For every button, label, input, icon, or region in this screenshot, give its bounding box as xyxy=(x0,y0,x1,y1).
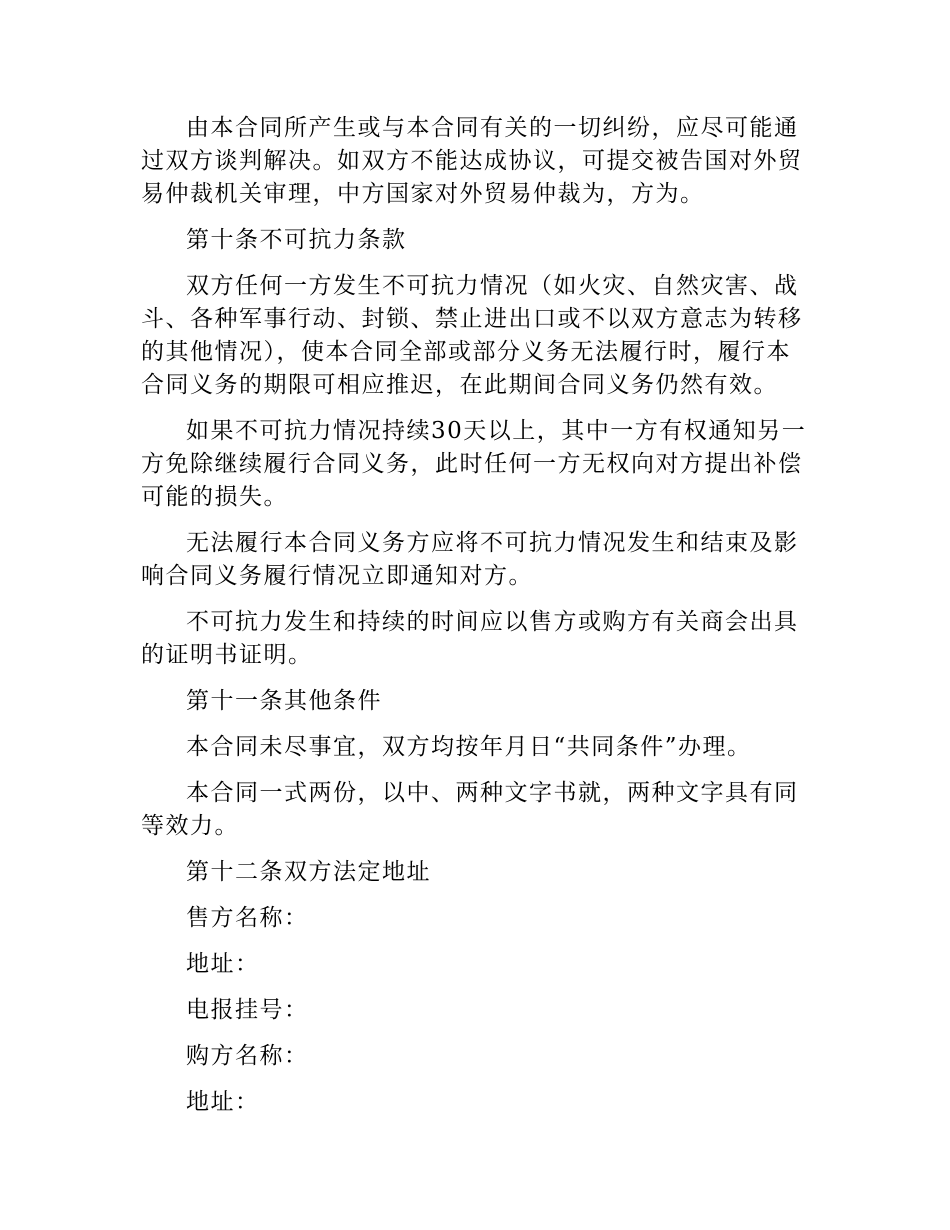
seller-name-field: 售方名称： xyxy=(186,905,309,931)
document-page xyxy=(141,112,813,1132)
general-conditions-paragraph: 本合同未尽事宜，双方均按年月日“共同条件”办理。 xyxy=(186,734,752,760)
article-12-heading: 第十二条双方法定地址 xyxy=(186,859,431,885)
force-majeure-paragraph: 双方任何一方发生不可抗力情况（如火灾、自然灾害、战斗、各种军事行动、封锁、禁止进出口或不以双方意志为转移的其他情况），使本合同全部或部分义务无法履行时，履行本合同义务的期限可相应推迟，在此期间合同义务仍然有效。 xyxy=(141,273,803,398)
dispute-resolution-paragraph: 由本合同所产生或与本合同有关的一切纠纷，应尽可能通过双方谈判解决。如双方不能达成协议，可提交被告国对外贸易仲裁机关审理，中方国家对外贸易仲裁为，方为。 xyxy=(141,115,803,207)
copies-paragraph: 本合同一式两份，以中、两种文字书就，两种文字具有同等效力。 xyxy=(141,780,799,839)
buyer-address-field: 地址： xyxy=(186,1089,260,1115)
force-majeure-certificate-paragraph: 不可抗力发生和持续的时间应以售方或购方有关商会出具的证明书证明。 xyxy=(141,609,799,668)
telegraph-address-field: 电报挂号： xyxy=(186,997,309,1023)
article-11-heading: 第十一条其他条件 xyxy=(186,688,382,714)
seller-address-field: 地址： xyxy=(186,951,260,977)
force-majeure-notice-paragraph: 无法履行本合同义务方应将不可抗力情况发生和结束及影响合同义务履行情况立即通知对方。 xyxy=(141,530,799,589)
buyer-name-field: 购方名称： xyxy=(186,1043,309,1069)
force-majeure-duration-paragraph: 如果不可抗力情况持续30天以上，其中一方有权通知另一方免除继续履行合同义务，此时任何一方无权向对方提出补偿可能的损失。 xyxy=(141,418,807,510)
article-10-heading: 第十条不可抗力条款 xyxy=(186,227,407,253)
